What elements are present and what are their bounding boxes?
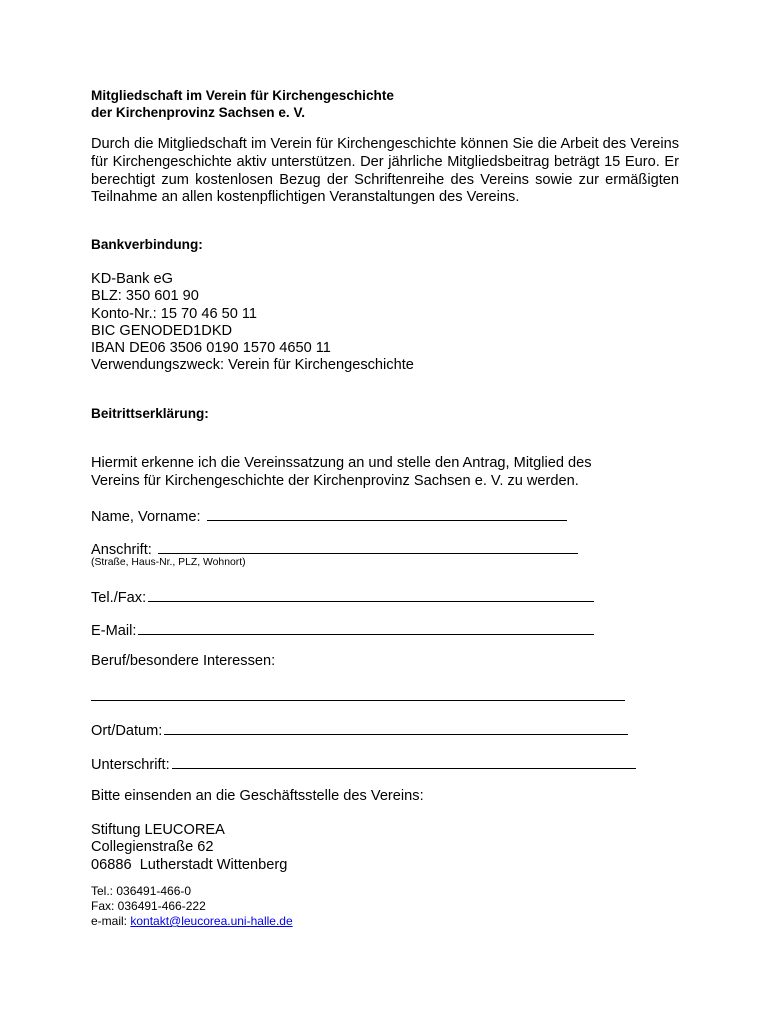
bank-blz: BLZ: 350 601 90 (91, 288, 199, 305)
place-date-input-line[interactable] (164, 720, 628, 735)
bank-iban: IBAN DE06 3506 0190 1570 4650 11 (91, 340, 331, 357)
statement-line-2: Vereins für Kirchengeschichte der Kirchenprovinz Sachsen e. V. zu werden. (91, 472, 579, 489)
interests-field (91, 653, 275, 670)
signature-label: Unterschrift: (91, 757, 170, 773)
contact-email-label: e-mail: (91, 914, 131, 928)
email-field (91, 620, 594, 640)
send-instruction: Bitte einsenden an die Geschäftsstelle des Vereins: (91, 788, 424, 804)
contact-email-row (91, 914, 293, 929)
signature-field (91, 754, 636, 774)
phone-label: Tel./Fax: (91, 590, 147, 606)
bank-name: KD-Bank eG (91, 271, 173, 287)
office-org: Stiftung LEUCOREA (91, 822, 225, 838)
address-label: Anschrift: (91, 542, 152, 558)
bank-details (91, 271, 414, 375)
contact-tel: Tel.: 036491-466-0 (91, 884, 192, 898)
title-line-1: Mitgliedschaft im Verein für Kirchengeschichte (91, 88, 394, 103)
intro-paragraph: Durch die Mitgliedschaft im Verein für Kirchengeschichte können Sie die Arbeit des Vereins für Kirchengeschichte aktiv unterstützen. Der jährliche Mitgliedsbeitrag beträgt 15 Euro. Er berechtigt zum kostenlosen Bezug der Schriftenreihe des Vereins sowie zur ermäßigten Teilnahme an allen kostenpflichtigen Veranstaltungen des Vereins. (91, 136, 679, 206)
bank-bic: BIC GENODED1DKD (91, 322, 233, 339)
place-date-label: Ort/Datum: (91, 723, 163, 739)
office-city: 06886 Lutherstadt Wittenberg (91, 856, 288, 873)
phone-input-line[interactable] (148, 587, 594, 602)
address-input-line[interactable] (158, 539, 578, 554)
contact-fax: Fax: 036491-466-222 (91, 899, 206, 913)
address-hint: (Straße, Haus-Nr., PLZ, Wohnort) (91, 557, 246, 568)
name-input-line[interactable] (207, 506, 567, 521)
contact-email-link[interactable]: kontakt@leucorea.uni-halle.de (130, 914, 293, 928)
name-label: Name, Vorname: (91, 509, 201, 525)
interests-input-line[interactable] (91, 686, 625, 701)
office-street: Collegienstraße 62 (91, 839, 214, 856)
email-label: E-Mail: (91, 623, 137, 639)
title-line-2: der Kirchenprovinz Sachsen e. V. (91, 105, 306, 120)
signature-input-line[interactable] (172, 754, 636, 769)
document-title (91, 87, 394, 121)
email-input-line[interactable] (138, 620, 594, 635)
interests-line-row (91, 686, 625, 706)
membership-statement (91, 455, 592, 491)
office-address (91, 822, 287, 874)
bank-heading: Bankverbindung: (91, 237, 203, 252)
bank-konto: Konto-Nr.: 15 70 46 50 11 (91, 305, 258, 322)
name-field (91, 506, 567, 526)
beitritt-heading: Beitrittserklärung: (91, 406, 209, 421)
contact-info (91, 884, 293, 929)
phone-field (91, 587, 594, 607)
place-date-field (91, 720, 628, 740)
interests-label: Beruf/besondere Interessen: (91, 653, 276, 669)
statement-line-1: Hiermit erkenne ich die Vereinssatzung an und stelle den Antrag, Mitglied des (91, 455, 592, 471)
bank-purpose: Verwendungszweck: Verein für Kirchengeschichte (91, 357, 414, 374)
